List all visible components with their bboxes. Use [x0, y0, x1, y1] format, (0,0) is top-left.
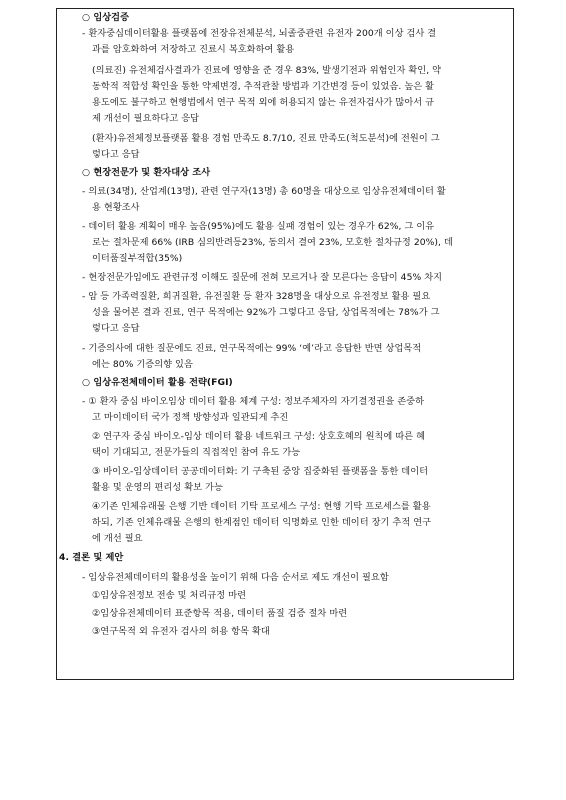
body-line: (환자)유전체정보플랫폼 활용 경험 만족도 8.7/10, 진료 만족도(척도분석)에 전원이 그: [92, 133, 440, 144]
section-heading-clinical-validation: ○ 임상검증: [82, 12, 130, 23]
body-line: 택이 기대되고, 전문가들의 직접적인 참여 유도 가능: [92, 447, 301, 458]
list-item: ①임상유전정보 전송 및 처리규정 마련: [92, 590, 247, 601]
body-line: 동학적 적합성 확인을 통한 약제변경, 추적관찰 방법과 기간변경 등이 있었음. 높은 활: [92, 81, 435, 92]
body-line: (의료진) 유전체검사결과가 진료에 영향을 준 경우 83%, 발생기전과 위험인자 확인, 약: [92, 65, 442, 76]
body-line: ③ 바이오-임상데이터 공공데이터화: 기 구축된 중앙 집중화된 플랫폼을 통한 데이터: [92, 466, 429, 477]
list-item: ②임상유전체데이터 표준항목 적용, 데이터 품질 검증 절차 마련: [92, 608, 348, 619]
body-line: - 데이터 활용 계획이 매우 높음(95%)에도 활용 실패 경험이 있는 경우가 62%, 그 이유: [82, 221, 435, 232]
body-line: 로는 절차문제 66% (IRB 심의반려등23%, 동의서 결여 23%, 모호한 절차규정 20%), 데: [92, 237, 453, 248]
body-line: 이터품질부적합(35%): [92, 253, 183, 264]
body-line: 고 마이데이터 국가 정책 방향성과 일관되게 추진: [92, 412, 289, 423]
body-line: 용도에도 불구하고 현행법에서 연구 목적 외에 허용되지 않는 유전자검사가 많아서 규: [92, 97, 435, 108]
body-line: - 기증의사에 대한 질문에도 진료, 연구목적에는 99% ‘예’라고 응답한 반면 상업목적: [82, 343, 422, 354]
body-line: 렇다고 응답: [92, 149, 140, 160]
body-line: - 현장전문가임에도 관련규정 이해도 질문에 전혀 모르거나 잘 모른다는 응답이 45% 차지: [82, 272, 443, 283]
list-item: ③연구목적 외 유전자 검사의 허용 항목 확대: [92, 626, 270, 637]
section-heading-field-survey: ○ 현장전문가 및 환자대상 조사: [82, 167, 211, 178]
body-line: 용 현황조사: [92, 202, 140, 213]
body-line: 에 개선 필요: [92, 533, 143, 544]
body-line: 성을 물어본 결과 진료, 연구 목적에는 92%가 그렇다고 응답, 상업목적에는 78%가 그: [92, 307, 440, 318]
body-line: - ① 환자 중심 바이오임상 데이터 활용 체계 구성: 정보주체자의 자기결정권을 존중하: [82, 396, 424, 407]
body-line: - 임상유전체데이터의 활용성을 높이기 위해 다음 순서로 제도 개선이 필요함: [82, 572, 389, 583]
body-line: 렇다고 응답: [92, 323, 140, 334]
body-line: - 환자중심데이터활용 플랫폼에 전장유전체분석, 뇌졸중관련 유전자 200개 이상 검사 결: [82, 28, 437, 39]
section-heading-strategy-fgi: ○ 임상유전체데이터 활용 전략(FGI): [82, 377, 233, 388]
body-line: 하되, 기존 인체유래물 은행의 한계점인 데이터 익명화로 인한 데이터 장기 추적 연구: [92, 517, 432, 528]
section-heading-conclusion: 4. 결론 및 제안: [59, 552, 124, 563]
body-line: 에는 80% 기증의향 있음: [92, 359, 193, 370]
body-line: 과를 암호화하여 저장하고 진료시 복호화하여 활용: [92, 44, 295, 55]
body-line: - 의료(34명), 산업계(13명), 관련 연구자(13명) 총 60명을 대상으로 임상유전체데이터 활: [82, 186, 446, 197]
body-line: ④기존 인체유래물 은행 기반 데이터 기탁 프로세스 구성: 현행 기탁 프로세스를 활용: [92, 501, 431, 512]
body-line: 활용 및 운영의 편리성 확보 가능: [92, 482, 223, 493]
body-line: - 암 등 가족력질환, 희귀질환, 유전질환 등 환자 328명을 대상으로 유전정보 활용 필요: [82, 291, 431, 302]
body-line: 제 개선이 필요하다고 응답: [92, 113, 200, 124]
body-line: ② 연구자 중심 바이오-임상 데이터 활용 네트워크 구성: 상호호혜의 원칙에 따른 혜: [92, 431, 426, 442]
